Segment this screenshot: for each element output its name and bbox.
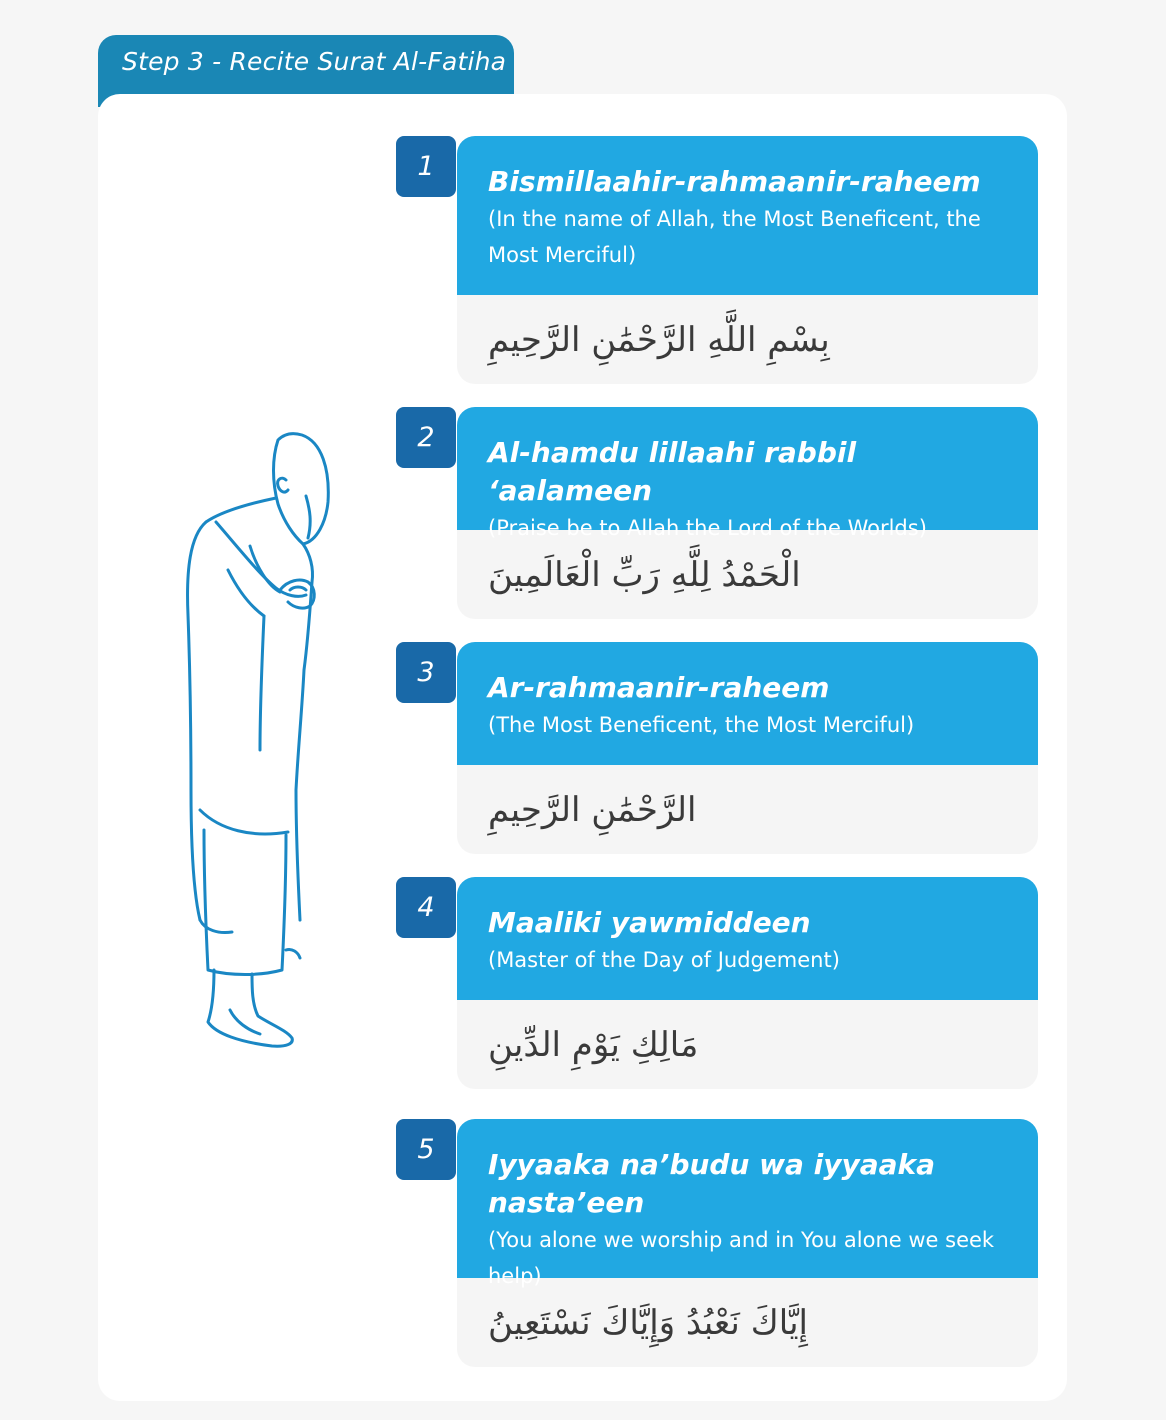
step-title: Iyyaaka na’budu wa iyyaaka nasta’een (488, 1148, 936, 1219)
standing-prayer-figure-icon (160, 410, 360, 1070)
step-number-badge: 3 (396, 642, 456, 703)
step-arabic: مَالِكِ يَوْمِ الدِّينِ (488, 1024, 699, 1065)
step-box (457, 877, 1038, 1089)
step-header (457, 642, 1038, 765)
step-box (457, 1119, 1038, 1367)
step-translation: (You alone we worship and in You alone we seek help) (488, 1228, 995, 1288)
step-box (457, 407, 1038, 619)
step-title: Ar-rahmaanir-raheem (488, 671, 830, 704)
step-number-badge: 4 (396, 877, 456, 938)
step-title: Maaliki yawmiddeen (488, 906, 811, 939)
step-title: Bismillaahir-rahmaanir-raheem (488, 165, 981, 198)
step-header (457, 1119, 1038, 1288)
step-number-badge: 5 (396, 1119, 456, 1180)
step-number-badge: 2 (396, 407, 456, 468)
step-header (457, 407, 1038, 540)
step-arabic: الرَّحْمَٰنِ الرَّحِيمِ (488, 789, 697, 830)
step-translation: (Praise be to Allah the Lord of the Worlds) (488, 516, 927, 540)
step-box (457, 136, 1038, 384)
step-arabic: إِيَّاكَ نَعْبُدُ وَإِيَّاكَ نَسْتَعِينُ (488, 1302, 808, 1343)
step-header (457, 877, 1038, 1000)
step-arabic: بِسْمِ اللَّهِ الرَّحْمَٰنِ الرَّحِيمِ (488, 319, 830, 360)
page-title: Step 3 - Recite Surat Al-Fatiha (122, 47, 507, 76)
step-box (457, 642, 1038, 854)
step-translation: (In the name of Allah, the Most Beneficent, the Most Merciful) (488, 207, 981, 267)
step-arabic: الْحَمْدُ لِلَّهِ رَبِّ الْعَالَمِينَ (488, 554, 801, 595)
step-number-badge: 1 (396, 136, 456, 197)
step-title: Al-hamdu lillaahi rabbil ‘aalameen (488, 436, 857, 507)
step-translation: (Master of the Day of Judgement) (488, 948, 840, 972)
step-header (457, 136, 1038, 295)
step-translation: (The Most Beneficent, the Most Merciful) (488, 713, 915, 737)
